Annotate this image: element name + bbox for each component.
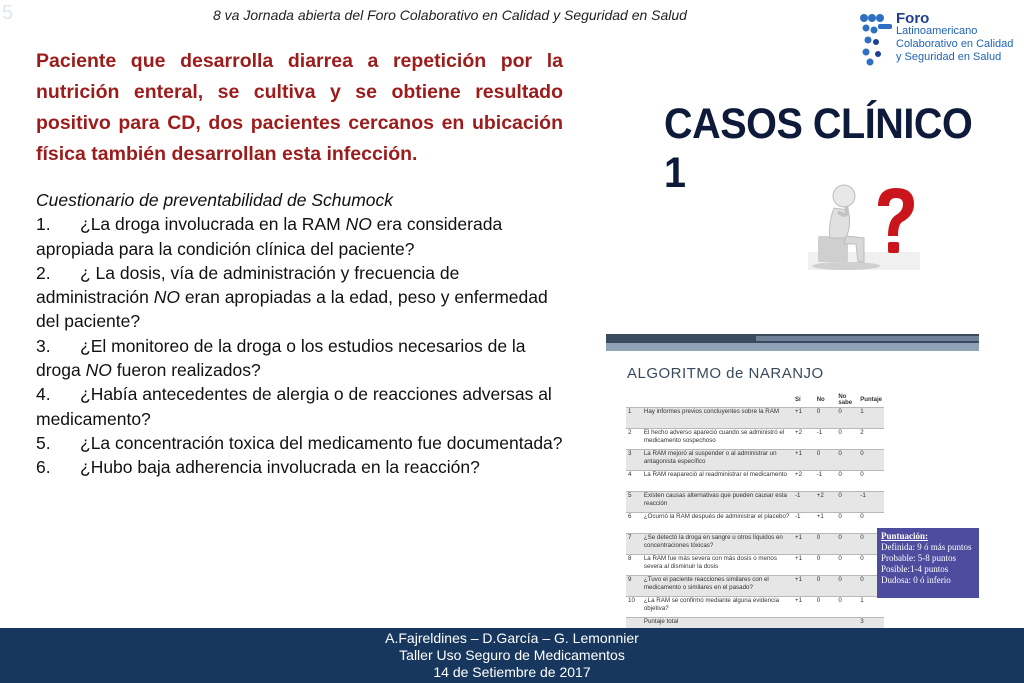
col-header	[626, 393, 642, 408]
total-spacer	[793, 618, 815, 629]
footer-workshop: Taller Uso Seguro de Medicamentos	[399, 647, 625, 663]
thinking-person-question-icon	[806, 180, 924, 272]
puntuacion-line: Posible:1-4 puntos	[881, 564, 949, 574]
item-text: ¿El monitoreo de la droga o los estudios necesarios de la droga	[36, 335, 526, 381]
row-puntaje: 0	[858, 450, 884, 471]
logo-line-1: Foro	[896, 10, 930, 27]
row-no-sabe: 0	[836, 429, 858, 450]
row-no-sabe: 0	[836, 513, 858, 534]
item-text: ¿La concentración toxica del medicamento fue documentada?	[80, 432, 563, 453]
row-puntaje: 0	[858, 513, 884, 534]
table-row	[626, 471, 884, 492]
row-si: -1	[793, 513, 815, 534]
logo-line-2: Latinoamericano	[896, 25, 978, 37]
row-question: ¿Se detectó la droga en sangre u otros líquidos en concentraciones tóxicas?	[642, 534, 793, 555]
item-number: 2.	[36, 262, 51, 283]
table-header-row	[626, 393, 884, 408]
questionnaire-item	[36, 455, 566, 479]
row-question: ¿La RAM se confirmó mediante alguna evidencia objetiva?	[642, 597, 793, 618]
table-row	[626, 429, 884, 450]
row-number: 9	[626, 576, 642, 597]
row-no: 0	[815, 408, 837, 429]
row-question: Hay informes previos concluyentes sobre la RAM	[642, 408, 793, 429]
row-question: ¿Ocurrió la RAM después de administrar el placebo?	[642, 513, 793, 534]
questionnaire-item	[36, 431, 566, 455]
total-value: 3	[858, 618, 884, 629]
row-no-sabe: 0	[836, 492, 858, 513]
table-row	[626, 555, 884, 576]
row-si: -1	[793, 492, 815, 513]
row-no-sabe: 0	[836, 534, 858, 555]
row-no: 0	[815, 534, 837, 555]
row-si: +1	[793, 576, 815, 597]
row-si: +1	[793, 555, 815, 576]
row-no-sabe: 0	[836, 555, 858, 576]
row-puntaje: 1	[858, 408, 884, 429]
col-header-puntaje: Puntaje	[860, 397, 882, 403]
row-no-sabe: 0	[836, 450, 858, 471]
item-text-tail: fueron realizados?	[111, 360, 261, 381]
row-number: 1	[626, 408, 642, 429]
row-number: 7	[626, 534, 642, 555]
total-spacer	[626, 618, 642, 629]
questionnaire-title: Cuestionario de preventabilidad de Schumock	[36, 190, 394, 210]
row-number: 10	[626, 597, 642, 618]
row-no-sabe: 0	[836, 471, 858, 492]
logo-line-4: y Seguridad en Salud	[896, 51, 1002, 63]
slide-number: 5	[2, 2, 14, 24]
row-no-sabe: 0	[836, 408, 858, 429]
row-puntaje: 0	[858, 555, 884, 576]
algoritmo-panel	[626, 365, 886, 382]
table-row	[626, 597, 884, 618]
total-label: Puntaje total	[642, 618, 793, 629]
row-no-sabe: 0	[836, 597, 858, 618]
row-puntaje: 2	[858, 429, 884, 450]
footer-date: 14 de Setiembre de 2017	[433, 664, 591, 680]
algoritmo-header-bar	[606, 334, 979, 351]
puntuacion-title: Puntuación:	[881, 531, 929, 541]
questionnaire-item	[36, 382, 566, 431]
item-number: 6.	[36, 457, 51, 478]
item-number: 4.	[36, 384, 51, 405]
total-spacer	[836, 618, 858, 629]
item-text-tail: eran apropiadas a la edad, peso y enfermedad del paciente?	[36, 287, 548, 332]
col-header-si: Sí	[795, 397, 801, 403]
row-no: 0	[815, 597, 837, 618]
row-puntaje: 0	[858, 471, 884, 492]
row-si: +2	[793, 429, 815, 450]
foro-logo-text	[896, 12, 1013, 64]
puntuacion-line: Dudosa: 0 ó inferio	[881, 575, 951, 585]
item-number: 3.	[36, 335, 51, 356]
row-question: Existen causas alternativas que pueden causar esta reacción	[642, 492, 793, 513]
row-si: +1	[793, 450, 815, 471]
schumock-questionnaire	[36, 188, 566, 480]
item-text: ¿ La dosis, vía de administración y frecuencia de administración	[36, 262, 460, 308]
item-emphasis: NO	[153, 287, 180, 308]
row-no: 0	[815, 576, 837, 597]
item-text-tail: era considerada apropiada para la condición clínica del paciente?	[36, 214, 503, 259]
row-no-sabe: 0	[836, 576, 858, 597]
item-text: ¿Hubo baja adherencia involucrada en la reacción?	[80, 457, 480, 478]
row-si: +1	[793, 597, 815, 618]
row-question: La RAM fue más severa con más dosis o menos severa al disminuir la dosis	[642, 555, 793, 576]
item-emphasis: NO	[345, 214, 372, 235]
row-number: 6	[626, 513, 642, 534]
row-number: 5	[626, 492, 642, 513]
row-puntaje: -1	[858, 492, 884, 513]
table-row	[626, 408, 884, 429]
naranjo-table	[626, 393, 884, 628]
item-emphasis: NO	[85, 360, 112, 381]
row-number: 4	[626, 471, 642, 492]
footer-authors: A.Fajreldines – D.García – G. Lemonnier	[385, 630, 639, 646]
foro-logo-icon	[858, 12, 894, 68]
table-row	[626, 492, 884, 513]
table-total-row	[626, 618, 884, 629]
logo-line-3: Colaborativo en Calidad	[896, 38, 1014, 50]
col-header	[642, 393, 793, 408]
footer	[0, 628, 1024, 683]
total-spacer	[815, 618, 837, 629]
row-question: La RAM mejoró al suspender o al administrar un antagonista específico	[642, 450, 793, 471]
foro-logo	[858, 12, 1020, 70]
row-puntaje: 1	[858, 597, 884, 618]
row-puntaje: 0	[858, 576, 884, 597]
case-description: Paciente que desarrolla diarrea a repetición por la nutrición enteral, se cultiva y se obtiene resultado positivo para CD, dos pacientes cercanos en ubicación física también desarrollan esta infección.	[36, 50, 563, 165]
questionnaire-item	[36, 261, 566, 334]
puntuacion-line: Probable: 5-8 puntos	[881, 553, 956, 563]
row-no: 0	[815, 555, 837, 576]
item-number: 5.	[36, 432, 51, 453]
row-number: 2	[626, 429, 642, 450]
row-no: -1	[815, 429, 837, 450]
row-puntaje: 0	[858, 534, 884, 555]
row-no: +2	[815, 492, 837, 513]
row-no: +1	[815, 513, 837, 534]
row-no: -1	[815, 471, 837, 492]
row-si: +1	[793, 534, 815, 555]
item-text: ¿Había antecedentes de alergia o de reacciones adversas al medicamento?	[36, 384, 552, 429]
questionnaire-item	[36, 334, 566, 383]
item-number: 1.	[36, 214, 51, 235]
row-question: ¿Tuvo el paciente reacciones similares con el medicamento o similares en el pasado?	[642, 576, 793, 597]
table-row	[626, 534, 884, 555]
col-header-no: No	[816, 397, 825, 403]
algoritmo-title: ALGORITMO de NARANJO	[627, 365, 824, 382]
table-row	[626, 513, 884, 534]
puntuacion-line: Definida: 9 ó más puntos	[881, 542, 972, 552]
row-question: La RAM reapareció al readministrar el medicamento	[642, 471, 793, 492]
item-text: ¿La droga involucrada en la RAM	[80, 214, 346, 235]
row-question: El hecho adverso apareció cuando se administró el medicamento sospechoso	[642, 429, 793, 450]
table-row	[626, 576, 884, 597]
puntuacion-box	[877, 528, 979, 598]
casos-clinico-title: CASOS CLÍNICO 1	[664, 100, 973, 197]
questionnaire-item	[36, 212, 566, 261]
row-si: +1	[793, 408, 815, 429]
row-number: 8	[626, 555, 642, 576]
row-si: +2	[793, 471, 815, 492]
row-number: 3	[626, 450, 642, 471]
col-header-no-sabe: No sabe	[838, 394, 853, 406]
row-no: 0	[815, 450, 837, 471]
header-title: 8 va Jornada abierta del Foro Colaborativo en Calidad y Seguridad en Salud	[213, 7, 687, 23]
table-row	[626, 450, 884, 471]
